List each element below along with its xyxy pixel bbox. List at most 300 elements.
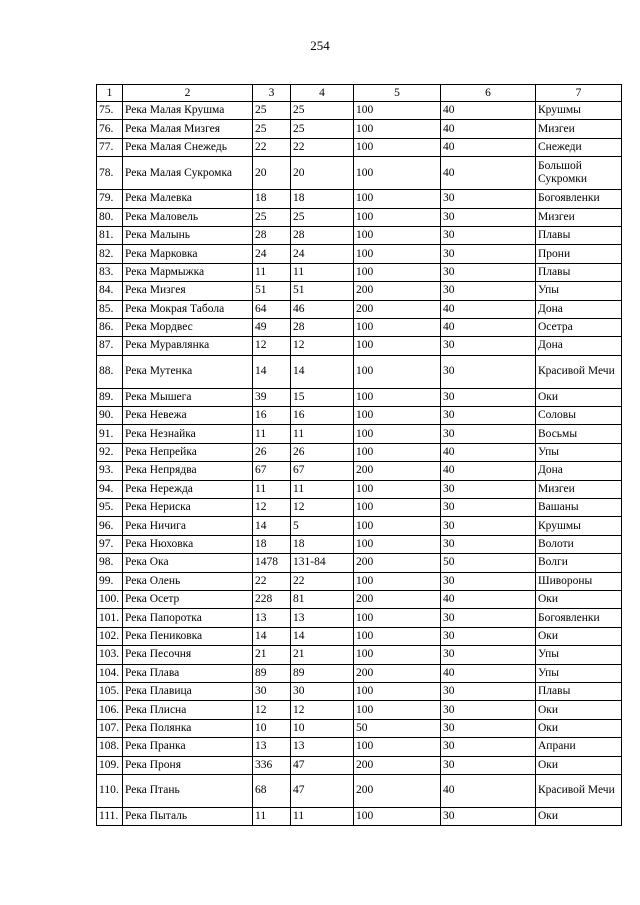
length-region-cell: 10: [291, 719, 354, 737]
length-region-cell: 22: [291, 572, 354, 590]
length-region-cell: 25: [291, 102, 354, 120]
zone-width-cell: 200: [354, 590, 441, 608]
table-row: [97, 682, 622, 700]
strip-width-cell: 30: [441, 756, 536, 774]
strip-width-cell: 30: [441, 425, 536, 443]
river-name-cell: Река Малевка: [123, 190, 253, 208]
length-total-cell: 30: [253, 682, 291, 700]
zone-width-cell: 100: [354, 480, 441, 498]
flows-into-cell: Снежеди: [536, 138, 622, 156]
flows-into-cell: Упы: [536, 646, 622, 664]
length-region-cell: 47: [291, 756, 354, 774]
zone-width-cell: 100: [354, 138, 441, 156]
flows-into-cell: Упы: [536, 664, 622, 682]
river-name-cell: Река Невежа: [123, 407, 253, 425]
length-total-cell: 10: [253, 719, 291, 737]
flows-into-cell: Дона: [536, 462, 622, 480]
river-name-cell: Река Проня: [123, 756, 253, 774]
table-row: [97, 226, 622, 244]
strip-width-cell: 40: [441, 300, 536, 318]
length-total-cell: 11: [253, 807, 291, 825]
table-row: [97, 517, 622, 535]
zone-width-cell: 100: [354, 609, 441, 627]
length-region-cell: 11: [291, 425, 354, 443]
length-total-cell: 26: [253, 443, 291, 461]
flows-into-cell: Мизгеи: [536, 208, 622, 226]
flows-into-cell: Оки: [536, 807, 622, 825]
length-total-cell: 14: [253, 517, 291, 535]
zone-width-cell: 100: [354, 407, 441, 425]
table-row: [97, 443, 622, 461]
flows-into-cell: Шивороны: [536, 572, 622, 590]
river-name-cell: Река Нериска: [123, 499, 253, 517]
strip-width-cell: 40: [441, 318, 536, 336]
flows-into-cell: Плавы: [536, 263, 622, 281]
strip-width-cell: 30: [441, 480, 536, 498]
zone-width-cell: 100: [354, 499, 441, 517]
length-region-cell: 89: [291, 664, 354, 682]
length-region-cell: 131-84: [291, 554, 354, 572]
zone-width-cell: 100: [354, 572, 441, 590]
river-name-cell: Река Непрейка: [123, 443, 253, 461]
header-cell: 3: [253, 85, 291, 102]
river-name-cell: Река Папоротка: [123, 609, 253, 627]
length-region-cell: 26: [291, 443, 354, 461]
flows-into-cell: Оки: [536, 627, 622, 645]
table-row: [97, 627, 622, 645]
zone-width-cell: 200: [354, 774, 441, 807]
length-total-cell: 39: [253, 388, 291, 406]
flows-into-cell: Волоти: [536, 535, 622, 553]
length-total-cell: 67: [253, 462, 291, 480]
zone-width-cell: 100: [354, 627, 441, 645]
length-total-cell: 24: [253, 245, 291, 263]
length-total-cell: 11: [253, 263, 291, 281]
table-row: [97, 774, 622, 807]
river-name-cell: Река Пениковка: [123, 627, 253, 645]
river-name-cell: Река Марковка: [123, 245, 253, 263]
flows-into-cell: Волги: [536, 554, 622, 572]
zone-width-cell: 200: [354, 462, 441, 480]
table-row: [97, 738, 622, 756]
table-row: [97, 157, 622, 190]
length-total-cell: 25: [253, 102, 291, 120]
flows-into-cell: Крушмы: [536, 517, 622, 535]
river-name-cell: Река Мышега: [123, 388, 253, 406]
row-number-cell: 76.: [97, 120, 123, 138]
length-region-cell: 11: [291, 263, 354, 281]
length-region-cell: 5: [291, 517, 354, 535]
strip-width-cell: 30: [441, 337, 536, 355]
zone-width-cell: 100: [354, 807, 441, 825]
table-row: [97, 407, 622, 425]
row-number-cell: 75.: [97, 102, 123, 120]
zone-width-cell: 200: [354, 756, 441, 774]
table-row: [97, 499, 622, 517]
zone-width-cell: 100: [354, 157, 441, 190]
length-region-cell: 14: [291, 627, 354, 645]
length-region-cell: 21: [291, 646, 354, 664]
row-number-cell: 104.: [97, 664, 123, 682]
river-name-cell: Река Непрядва: [123, 462, 253, 480]
row-number-cell: 111.: [97, 807, 123, 825]
strip-width-cell: 30: [441, 263, 536, 281]
length-region-cell: 25: [291, 208, 354, 226]
strip-width-cell: 30: [441, 190, 536, 208]
zone-width-cell: 100: [354, 535, 441, 553]
row-number-cell: 100.: [97, 590, 123, 608]
strip-width-cell: 40: [441, 157, 536, 190]
row-number-cell: 106.: [97, 701, 123, 719]
river-name-cell: Река Малая Крушма: [123, 102, 253, 120]
length-region-cell: 14: [291, 355, 354, 388]
row-number-cell: 109.: [97, 756, 123, 774]
row-number-cell: 78.: [97, 157, 123, 190]
zone-width-cell: 100: [354, 517, 441, 535]
table-row: [97, 245, 622, 263]
flows-into-cell: Оки: [536, 388, 622, 406]
flows-into-cell: Крушмы: [536, 102, 622, 120]
table-row: [97, 609, 622, 627]
zone-width-cell: 100: [354, 208, 441, 226]
zone-width-cell: 100: [354, 245, 441, 263]
strip-width-cell: 30: [441, 355, 536, 388]
table-row: [97, 138, 622, 156]
strip-width-cell: 30: [441, 807, 536, 825]
length-region-cell: 18: [291, 190, 354, 208]
flows-into-cell: Соловы: [536, 407, 622, 425]
flows-into-cell: Мизгеи: [536, 480, 622, 498]
length-region-cell: 67: [291, 462, 354, 480]
length-total-cell: 22: [253, 138, 291, 156]
table-row: [97, 462, 622, 480]
table-row: [97, 300, 622, 318]
river-name-cell: Река Ока: [123, 554, 253, 572]
flows-into-cell: Прони: [536, 245, 622, 263]
row-number-cell: 92.: [97, 443, 123, 461]
strip-width-cell: 30: [441, 682, 536, 700]
table-row: [97, 807, 622, 825]
length-total-cell: 1478: [253, 554, 291, 572]
row-number-cell: 107.: [97, 719, 123, 737]
zone-width-cell: 200: [354, 282, 441, 300]
length-total-cell: 11: [253, 425, 291, 443]
length-region-cell: 13: [291, 738, 354, 756]
river-name-cell: Река Нюховка: [123, 535, 253, 553]
zone-width-cell: 200: [354, 664, 441, 682]
table-row: [97, 102, 622, 120]
length-total-cell: 14: [253, 627, 291, 645]
river-name-cell: Река Маловель: [123, 208, 253, 226]
strip-width-cell: 50: [441, 554, 536, 572]
strip-width-cell: 40: [441, 120, 536, 138]
flows-into-cell: Упы: [536, 443, 622, 461]
strip-width-cell: 30: [441, 388, 536, 406]
table-row: [97, 664, 622, 682]
row-number-cell: 98.: [97, 554, 123, 572]
length-total-cell: 49: [253, 318, 291, 336]
flows-into-cell: Богоявленки: [536, 609, 622, 627]
row-number-cell: 84.: [97, 282, 123, 300]
river-name-cell: Река Мокрая Табола: [123, 300, 253, 318]
flows-into-cell: Дона: [536, 300, 622, 318]
header-cell: 5: [354, 85, 441, 102]
length-total-cell: 64: [253, 300, 291, 318]
rivers-table: [96, 84, 622, 826]
length-total-cell: 25: [253, 120, 291, 138]
river-name-cell: Река Птань: [123, 774, 253, 807]
row-number-cell: 77.: [97, 138, 123, 156]
zone-width-cell: 100: [354, 226, 441, 244]
length-total-cell: 28: [253, 226, 291, 244]
river-name-cell: Река Плавица: [123, 682, 253, 700]
row-number-cell: 110.: [97, 774, 123, 807]
zone-width-cell: 200: [354, 300, 441, 318]
row-number-cell: 85.: [97, 300, 123, 318]
page-number: 254: [310, 38, 330, 53]
flows-into-cell: Плавы: [536, 226, 622, 244]
row-number-cell: 82.: [97, 245, 123, 263]
length-region-cell: 11: [291, 480, 354, 498]
strip-width-cell: 40: [441, 774, 536, 807]
table-row: [97, 719, 622, 737]
river-name-cell: Река Малая Сукромка: [123, 157, 253, 190]
length-total-cell: 228: [253, 590, 291, 608]
table-row: [97, 282, 622, 300]
length-total-cell: 12: [253, 499, 291, 517]
table-row: [97, 425, 622, 443]
strip-width-cell: 40: [441, 102, 536, 120]
length-region-cell: 12: [291, 499, 354, 517]
strip-width-cell: 30: [441, 226, 536, 244]
row-number-cell: 93.: [97, 462, 123, 480]
strip-width-cell: 30: [441, 517, 536, 535]
flows-into-cell: Оки: [536, 701, 622, 719]
river-name-cell: Река Муравлянка: [123, 337, 253, 355]
table-body: [97, 85, 622, 826]
length-total-cell: 20: [253, 157, 291, 190]
length-region-cell: 25: [291, 120, 354, 138]
river-name-cell: Река Мордвес: [123, 318, 253, 336]
strip-width-cell: 30: [441, 646, 536, 664]
row-number-cell: 103.: [97, 646, 123, 664]
strip-width-cell: 30: [441, 499, 536, 517]
table-row: [97, 572, 622, 590]
table-row: [97, 190, 622, 208]
table-row: [97, 590, 622, 608]
length-total-cell: 14: [253, 355, 291, 388]
strip-width-cell: 40: [441, 590, 536, 608]
flows-into-cell: Упы: [536, 282, 622, 300]
flows-into-cell: Богоявленки: [536, 190, 622, 208]
length-total-cell: 22: [253, 572, 291, 590]
row-number-cell: 80.: [97, 208, 123, 226]
row-number-cell: 86.: [97, 318, 123, 336]
length-total-cell: 21: [253, 646, 291, 664]
row-number-cell: 96.: [97, 517, 123, 535]
strip-width-cell: 40: [441, 138, 536, 156]
table-row: [97, 646, 622, 664]
header-cell: 6: [441, 85, 536, 102]
zone-width-cell: 200: [354, 554, 441, 572]
strip-width-cell: 30: [441, 572, 536, 590]
length-total-cell: 25: [253, 208, 291, 226]
flows-into-cell: Осетра: [536, 318, 622, 336]
zone-width-cell: 100: [354, 388, 441, 406]
table-row: [97, 756, 622, 774]
flows-into-cell: Восьмы: [536, 425, 622, 443]
table-row: [97, 337, 622, 355]
row-number-cell: 97.: [97, 535, 123, 553]
length-region-cell: 24: [291, 245, 354, 263]
zone-width-cell: 100: [354, 102, 441, 120]
table-row: [97, 120, 622, 138]
row-number-cell: 99.: [97, 572, 123, 590]
length-region-cell: 30: [291, 682, 354, 700]
row-number-cell: 94.: [97, 480, 123, 498]
flows-into-cell: Вашаны: [536, 499, 622, 517]
river-name-cell: Река Олень: [123, 572, 253, 590]
length-region-cell: 81: [291, 590, 354, 608]
zone-width-cell: 100: [354, 701, 441, 719]
zone-width-cell: 100: [354, 646, 441, 664]
length-total-cell: 51: [253, 282, 291, 300]
flows-into-cell: Оки: [536, 756, 622, 774]
length-total-cell: 16: [253, 407, 291, 425]
strip-width-cell: 30: [441, 245, 536, 263]
river-name-cell: Река Пранка: [123, 738, 253, 756]
table-row: [97, 208, 622, 226]
river-name-cell: Река Мармыжка: [123, 263, 253, 281]
row-number-cell: 83.: [97, 263, 123, 281]
row-number-cell: 95.: [97, 499, 123, 517]
length-region-cell: 20: [291, 157, 354, 190]
table-row: [97, 535, 622, 553]
header-cell: 4: [291, 85, 354, 102]
river-name-cell: Река Малая Мизгея: [123, 120, 253, 138]
row-number-cell: 90.: [97, 407, 123, 425]
length-total-cell: 12: [253, 701, 291, 719]
zone-width-cell: 100: [354, 425, 441, 443]
length-total-cell: 18: [253, 535, 291, 553]
river-name-cell: Река Малая Снежедь: [123, 138, 253, 156]
strip-width-cell: 30: [441, 535, 536, 553]
river-name-cell: Река Плисна: [123, 701, 253, 719]
row-number-cell: 81.: [97, 226, 123, 244]
length-total-cell: 18: [253, 190, 291, 208]
length-region-cell: 12: [291, 337, 354, 355]
strip-width-cell: 30: [441, 282, 536, 300]
length-region-cell: 18: [291, 535, 354, 553]
row-number-cell: 88.: [97, 355, 123, 388]
length-region-cell: 12: [291, 701, 354, 719]
length-region-cell: 11: [291, 807, 354, 825]
river-name-cell: Река Мутенка: [123, 355, 253, 388]
header-cell: 1: [97, 85, 123, 102]
table-row: [97, 263, 622, 281]
flows-into-cell: Дона: [536, 337, 622, 355]
length-region-cell: 28: [291, 318, 354, 336]
row-number-cell: 87.: [97, 337, 123, 355]
length-region-cell: 51: [291, 282, 354, 300]
river-name-cell: Река Малынь: [123, 226, 253, 244]
row-number-cell: 108.: [97, 738, 123, 756]
header-cell: 7: [536, 85, 622, 102]
table-row: [97, 701, 622, 719]
row-number-cell: 102.: [97, 627, 123, 645]
strip-width-cell: 30: [441, 719, 536, 737]
zone-width-cell: 100: [354, 355, 441, 388]
river-name-cell: Река Полянка: [123, 719, 253, 737]
length-total-cell: 89: [253, 664, 291, 682]
strip-width-cell: 30: [441, 609, 536, 627]
strip-width-cell: 40: [441, 462, 536, 480]
zone-width-cell: 100: [354, 738, 441, 756]
flows-into-cell: Красивой Мечи: [536, 355, 622, 388]
river-name-cell: Река Незнайка: [123, 425, 253, 443]
zone-width-cell: 50: [354, 719, 441, 737]
length-total-cell: 12: [253, 337, 291, 355]
flows-into-cell: Красивой Мечи: [536, 774, 622, 807]
zone-width-cell: 100: [354, 337, 441, 355]
flows-into-cell: Большой Сукромки: [536, 157, 622, 190]
zone-width-cell: 100: [354, 190, 441, 208]
row-number-cell: 89.: [97, 388, 123, 406]
length-region-cell: 16: [291, 407, 354, 425]
river-name-cell: Река Пыталь: [123, 807, 253, 825]
river-name-cell: Река Плава: [123, 664, 253, 682]
zone-width-cell: 100: [354, 443, 441, 461]
length-region-cell: 22: [291, 138, 354, 156]
river-name-cell: Река Песочня: [123, 646, 253, 664]
header-cell: 2: [123, 85, 253, 102]
row-number-cell: 101.: [97, 609, 123, 627]
length-total-cell: 336: [253, 756, 291, 774]
length-total-cell: 68: [253, 774, 291, 807]
length-region-cell: 13: [291, 609, 354, 627]
row-number-cell: 79.: [97, 190, 123, 208]
table-row: [97, 318, 622, 336]
table-row: [97, 355, 622, 388]
flows-into-cell: Апрани: [536, 738, 622, 756]
table-row: [97, 480, 622, 498]
strip-width-cell: 30: [441, 627, 536, 645]
row-number-cell: 91.: [97, 425, 123, 443]
river-name-cell: Река Нережда: [123, 480, 253, 498]
length-region-cell: 28: [291, 226, 354, 244]
strip-width-cell: 40: [441, 443, 536, 461]
zone-width-cell: 100: [354, 263, 441, 281]
flows-into-cell: Оки: [536, 719, 622, 737]
length-region-cell: 47: [291, 774, 354, 807]
zone-width-cell: 100: [354, 120, 441, 138]
length-total-cell: 13: [253, 609, 291, 627]
river-name-cell: Река Мизгея: [123, 282, 253, 300]
length-region-cell: 15: [291, 388, 354, 406]
strip-width-cell: 30: [441, 407, 536, 425]
strip-width-cell: 30: [441, 208, 536, 226]
river-name-cell: Река Ничига: [123, 517, 253, 535]
table-row: [97, 554, 622, 572]
table-header-row: [97, 85, 622, 102]
zone-width-cell: 100: [354, 682, 441, 700]
strip-width-cell: 30: [441, 738, 536, 756]
strip-width-cell: 40: [441, 664, 536, 682]
table-row: [97, 388, 622, 406]
length-region-cell: 46: [291, 300, 354, 318]
flows-into-cell: Плавы: [536, 682, 622, 700]
length-total-cell: 11: [253, 480, 291, 498]
